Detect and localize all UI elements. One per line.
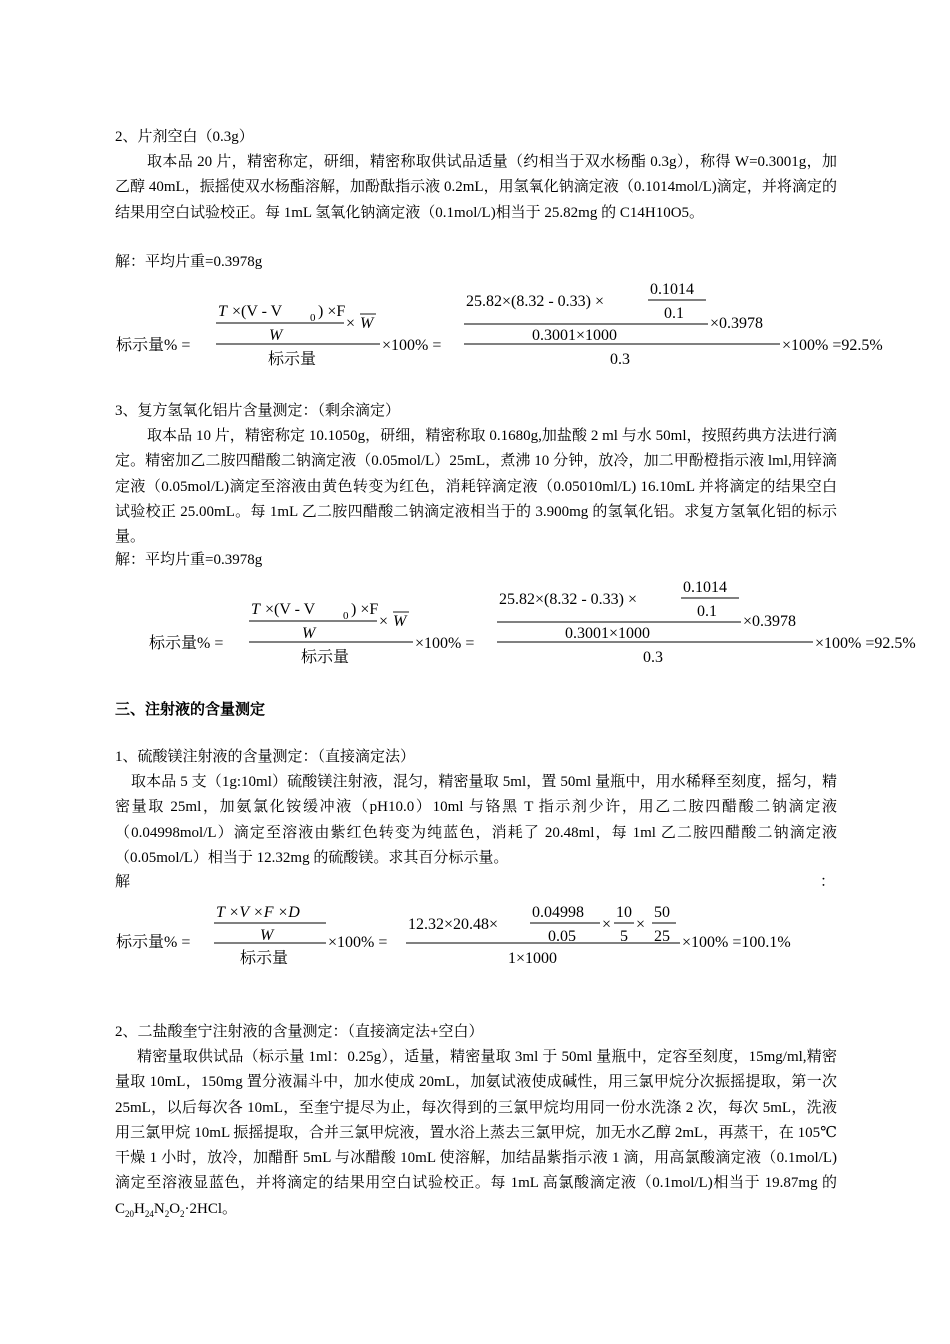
formula-r-frac-den: 0.1 bbox=[664, 305, 684, 322]
subscript: 20 bbox=[125, 1208, 135, 1219]
formula-r-f2-den: 5 bbox=[620, 928, 628, 945]
formula-section-2 bbox=[112, 278, 932, 373]
subscript: 2 bbox=[164, 1208, 170, 1219]
formula-num-t: T bbox=[251, 601, 260, 618]
subscript: 24 bbox=[144, 1208, 154, 1219]
section-3-text: 取本品 10 片，精密称定 10.1050g，研细，精密称取 0.1680g,加盐酸 2 ml 与水 50ml，按照药典方法进行滴定。精密加乙二胺四醋酸二钠滴定液（0.05mol/L）25mL，煮沸 10 分钟，放冷，加二甲酚橙指示液 lml,用锌滴定液（0.05mol/L)滴定至溶液由黄色转变为红色，消耗锌滴定液（0.05010ml/L) 16.10mL 并将滴定的结果空白试验校正 25.00mL。每 1mL 乙二胺四醋酸二钠滴定液相当于的 3.900mg 的氢氧化铝。求复方氢氧化铝的标示量。 bbox=[115, 428, 837, 546]
formula-r-f1-num: 0.04998 bbox=[532, 904, 584, 921]
section-4-answer-colon: ： bbox=[820, 874, 836, 890]
formula-r-den: 1×1000 bbox=[508, 950, 558, 967]
formula-r-frac-num: 0.1014 bbox=[650, 281, 694, 298]
formula-times: × bbox=[379, 613, 389, 630]
subscript: 2 bbox=[180, 1208, 185, 1219]
section-3-title: 3、复方氢氧化铝片含量测定：（剩余滴定） bbox=[115, 403, 401, 419]
formula-r-f3-den: 25 bbox=[654, 928, 670, 945]
section-4-answer: 解 bbox=[115, 874, 131, 890]
formula-result: ×100% =92.5% bbox=[815, 635, 916, 652]
formula-w-bar: W bbox=[393, 613, 407, 630]
formula-part: H bbox=[134, 1200, 145, 1217]
section-2-answer: 解：平均片重=0.3978g bbox=[115, 254, 263, 270]
formula-r-f2-num: 10 bbox=[616, 904, 632, 921]
formula-result: ×100% =100.1% bbox=[682, 934, 791, 951]
formula-sub0: 0 bbox=[343, 610, 349, 622]
formula-section-3 bbox=[145, 576, 950, 671]
formula-part: N bbox=[153, 1200, 165, 1217]
section-2-body bbox=[115, 150, 837, 226]
formula-tail: ·2HCl。 bbox=[184, 1200, 238, 1217]
formula-r-x2: × bbox=[636, 916, 646, 933]
formula-r-den: 0.3001×1000 bbox=[565, 625, 651, 642]
section-5-text: 精密量取供试品（标示量 1ml：0.25g），适量，精密量取 3ml 于 50ml 量瓶中，定容至刻度，15mg/ml,精密量取 10mL，150mg 置分液漏斗中，加水使成 20mL，加氨试液使成碱性，用三氯甲烷分次振摇提取，第一次 25mL，以后每次各 10mL，至奎宁提尽为止，每次得到的三氯甲烷均用同一份水洗涤 2 次，每次 5mL，洗液用三氯甲烷 10mL 振摇提取，合并三氯甲烷液，置水浴上蒸去三氯甲烷，加无水乙醇 2mL，再蒸干，在 105℃干燥 1 小时，放冷，加醋酐 5mL 与冰醋酸 10mL 使溶解，加结晶紫指示液 1 滴，用高氯酸滴定液（0.1mol/L)滴定至溶液显蓝色，并将滴定的结果用空白试验校正。每 1mL 高氯酸滴定液（0.1mol/L)相当于 19.87mg 的 C bbox=[115, 1049, 837, 1217]
formula-r-a: 12.32×20.48× bbox=[408, 916, 499, 933]
formula-r-frac-den: 0.1 bbox=[697, 603, 717, 620]
formula-result: ×100% =92.5% bbox=[782, 337, 883, 354]
formula-part: O bbox=[169, 1200, 181, 1217]
section-4-title: 1、硫酸镁注射液的含量测定：（直接滴定法） bbox=[115, 749, 416, 765]
formula-r-bottom: 0.3 bbox=[643, 649, 663, 666]
section-4-text: 取本品 5 支（1g:10ml）硫酸镁注射液，混匀，精密量取 5ml，置 50ml 量瓶中，用水稀释至刻度，摇匀，精密量取 25ml，加氨氯化铵缓冲液（pH10.0）10ml 与铬黑 T 指示剂少许，用乙二胺四醋酸二钠滴定液（0.04998mol/L）滴定至溶液由紫红色转变为纯蓝色，消耗了 20.48ml，每 1ml 乙二胺四醋酸二钠滴定液（0.05mol/L）相当于 12.32mg 的硫酸镁。求其百分标示量。 bbox=[115, 774, 837, 866]
formula-lhs: 标示量% = bbox=[116, 934, 191, 951]
formula-lhs: 标示量% = bbox=[149, 635, 224, 652]
formula-r-times: ×0.3978 bbox=[743, 613, 797, 630]
formula-bottom: 标示量 bbox=[240, 950, 289, 967]
section-3-body bbox=[115, 424, 837, 550]
formula-times: × bbox=[346, 315, 356, 332]
formula-sub0: 0 bbox=[310, 312, 316, 324]
formula-r-frac-num: 0.1014 bbox=[683, 579, 727, 596]
formula-bottom: 标示量 bbox=[301, 649, 350, 666]
formula-bottom: 标示量 bbox=[268, 351, 317, 368]
section-5-body bbox=[115, 1045, 837, 1227]
formula-r-num: 25.82×(8.32 - 0.33) × bbox=[466, 293, 605, 310]
section-2-text: 取本品 20 片，精密称定，研细，精密称取供试品适量（约相当于双水杨酯 0.3g），称得 W=0.3001g，加乙醇 40mL，振摇使双水杨酯溶解，加酚酞指示液 0.2mL，用氢氧化钠滴定液（0.1014mol/L)滴定，并将滴定的结果用空白试验校正。每 1mL 氢氧化钠滴定液（0.1mol/L)相当于 25.82mg 的 C14H10O5。 bbox=[115, 154, 837, 221]
formula-r-den: 0.3001×1000 bbox=[532, 327, 618, 344]
formula-r-x1: × bbox=[602, 916, 612, 933]
formula-pct: ×100% = bbox=[328, 934, 388, 951]
formula-r-f1-den: 0.05 bbox=[548, 928, 576, 945]
section-3-answer: 解：平均片重=0.3978g bbox=[115, 552, 263, 568]
formula-num-close: ) ×F bbox=[318, 303, 346, 320]
formula-r-num: 25.82×(8.32 - 0.33) × bbox=[499, 591, 638, 608]
formula-w-bar: W bbox=[360, 315, 374, 332]
section-heading: 三、注射液的含量测定 bbox=[115, 702, 266, 718]
section-5-title: 2、二盐酸奎宁注射液的含量测定：（直接滴定法+空白） bbox=[115, 1024, 484, 1040]
section-2-title: 2、片剂空白（0.3g） bbox=[115, 129, 254, 145]
formula-section-4 bbox=[112, 895, 832, 973]
formula-num-close: ) ×F bbox=[351, 601, 379, 618]
formula-r-f3-num: 50 bbox=[654, 904, 670, 921]
formula-pct: ×100% = bbox=[382, 337, 442, 354]
formula-den-w: W bbox=[269, 327, 283, 344]
formula-den-w: W bbox=[302, 625, 316, 642]
formula-lhs: 标示量% = bbox=[116, 337, 191, 354]
formula-num-t: T bbox=[218, 303, 227, 320]
formula-r-bottom: 0.3 bbox=[610, 351, 630, 368]
formula-pct: ×100% = bbox=[415, 635, 475, 652]
formula-num-rest: ×(V - V bbox=[265, 601, 316, 618]
formula-num-rest: ×(V - V bbox=[232, 303, 283, 320]
formula-r-times: ×0.3978 bbox=[710, 315, 764, 332]
formula-den: W bbox=[260, 927, 274, 944]
section-4-body bbox=[115, 770, 837, 871]
formula-num: T ×V ×F ×D bbox=[216, 904, 300, 921]
